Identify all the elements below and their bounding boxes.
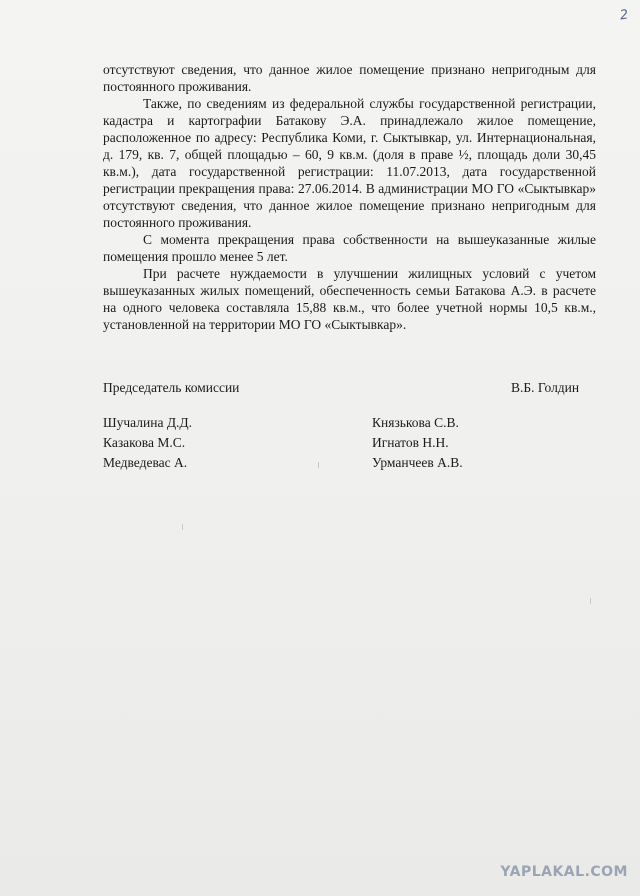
paragraph-continuation: отсутствуют сведения, что данное жилое помещение признано непригодным для постоянного проживания. bbox=[103, 62, 596, 94]
member-name: Игнатов Н.Н. bbox=[372, 435, 449, 450]
member-name: Урманчеев А.В. bbox=[372, 455, 463, 470]
member-name: Князькова С.В. bbox=[372, 415, 459, 430]
site-watermark: YAPLAKAL.COM bbox=[500, 864, 628, 880]
handwritten-page-number: 2 bbox=[618, 7, 630, 24]
paragraph-ownership-term: С момента прекращения права собственности на вышеуказанные жилые помещения прошло менее 5 лет. bbox=[103, 232, 596, 264]
scan-speck bbox=[182, 524, 183, 530]
members-right-column bbox=[372, 413, 463, 473]
scan-speck bbox=[318, 462, 319, 468]
scan-speck bbox=[590, 598, 591, 604]
paragraph-registration: Также, по сведениям из федеральной службы государственной регистрации, кадастра и картографии Батакову Э.А. принадлежало жилое помещение, расположенное по адресу: Республика Коми, г. Сыктывкар, ул. Интернациональная, д. 179, кв. 7, общей площадью – 60, 9 кв.м. (доля в праве ½, площадь доли 30,45 кв.м.), дата государственной регистрации: 11.07.2013, дата государственной регистрации прекращения права: 27.06.2014. В администрации МО ГО «Сыктывкар» отсутствуют сведения, что данное жилое помещение признано непригодным для постоянного проживания. bbox=[103, 96, 596, 230]
chairman-name: В.Б. Голдин bbox=[511, 380, 580, 395]
chairman-signature-line bbox=[103, 380, 596, 398]
members-left-column bbox=[103, 413, 192, 473]
paragraph-calculation: При расчете нуждаемости в улучшении жилищных условий с учетом вышеуказанных жилых помещений, обеспеченность семьи Батакова А.Э. в расчете на одного человека составляла 15,88 кв.м., что более учетной нормы 10,5 кв.м., установленной на территории МО ГО «Сыктывкар». bbox=[103, 266, 596, 332]
member-name: Казакова М.С. bbox=[103, 435, 186, 450]
member-name: Шучалина Д.Д. bbox=[103, 415, 192, 430]
member-name: Медведевас А. bbox=[103, 455, 188, 470]
document-body bbox=[103, 61, 596, 333]
chairman-label: Председатель комиссии bbox=[103, 380, 240, 395]
